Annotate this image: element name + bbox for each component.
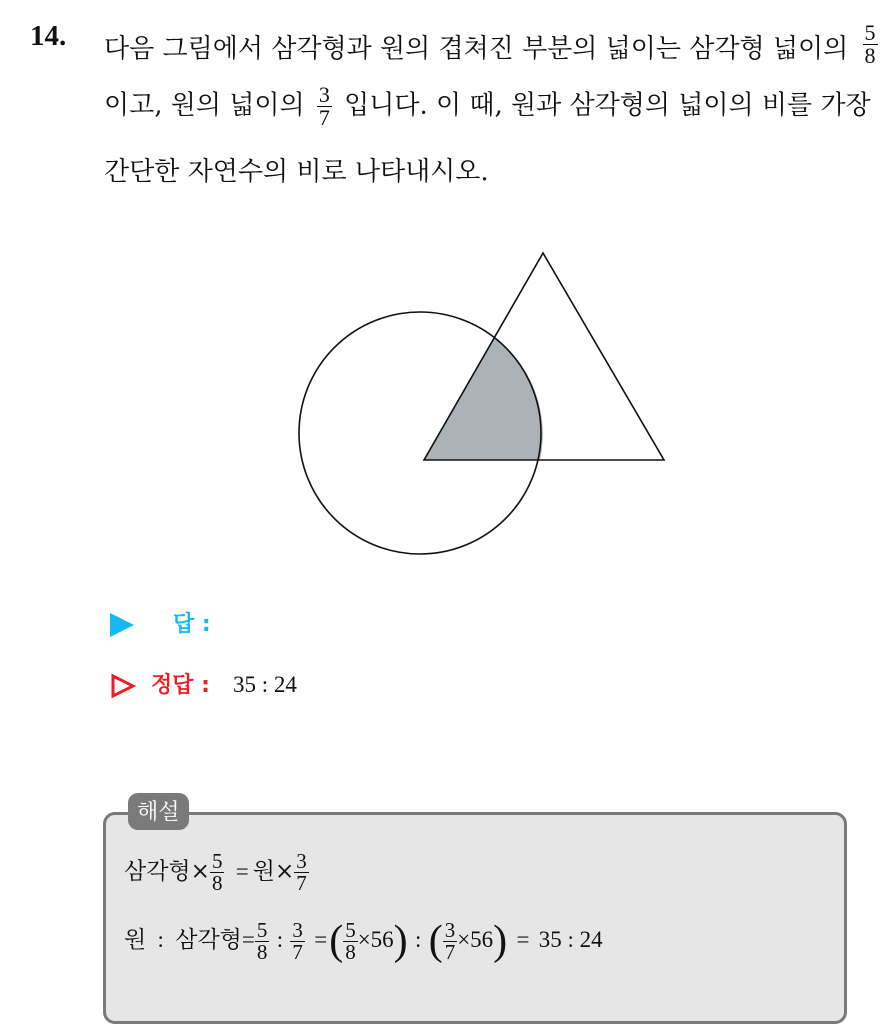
fraction-numerator: 3 <box>444 917 456 942</box>
fraction-denominator: 7 <box>444 939 456 964</box>
circle-word: 원 <box>252 858 275 885</box>
fraction-5-8 <box>255 917 270 964</box>
fraction-numerator: 3 <box>292 917 303 942</box>
fraction-numerator: 5 <box>345 917 356 942</box>
fraction-numerator: 5 <box>211 849 223 873</box>
triangle-word: 삼각형 <box>175 927 242 953</box>
solution-line-1 <box>124 851 309 894</box>
answer-label: 답 : <box>173 612 211 637</box>
times-sign: × <box>357 927 371 952</box>
equals-sign: = <box>235 858 249 884</box>
answer-row <box>110 607 211 638</box>
equals-sign: = <box>314 927 328 952</box>
correct-answer-row <box>110 668 297 699</box>
fraction-5-8 <box>210 851 225 894</box>
colon-sign: : <box>157 927 164 952</box>
factor-value: 56 <box>370 927 394 952</box>
times-sign: × <box>274 858 295 885</box>
result-value: 35 : 24 <box>538 927 603 952</box>
left-paren: ( <box>329 918 344 964</box>
play-arrow-icon <box>110 613 134 637</box>
fraction-3-7 <box>294 851 309 894</box>
triangle-word: 삼각형 <box>124 858 191 885</box>
colon-sign: : <box>276 927 284 952</box>
fraction-3-7 <box>443 917 458 964</box>
equals-sign: = <box>241 927 255 952</box>
right-paren: ) <box>493 918 508 964</box>
fraction-numerator: 5 <box>864 19 876 45</box>
right-paren: ) <box>393 918 408 964</box>
fraction-denominator: 7 <box>296 871 307 895</box>
correct-answer-label: 정답 : <box>151 673 210 698</box>
fraction-denominator: 8 <box>864 42 876 68</box>
question-line-3: 간단한 자연수의 비로 나타내시오. <box>104 157 489 187</box>
question-number: 14. <box>30 20 67 52</box>
equals-sign: = <box>516 927 530 952</box>
outline-arrow-icon <box>110 673 136 699</box>
question-text-2a: 이고, 원의 넓이의 <box>104 90 305 121</box>
correct-answer-value: 35 : 24 <box>232 672 297 697</box>
question-text-2b: 입니다. 이 때, 원과 삼각형의 넓이의 비를 가장 <box>344 90 871 121</box>
factor-value: 56 <box>470 927 494 952</box>
fraction-denominator: 7 <box>292 939 303 964</box>
fraction-denominator: 8 <box>345 939 356 964</box>
fraction-denominator: 7 <box>318 105 330 130</box>
solution-tag: 해설 <box>128 793 189 830</box>
fraction-denominator: 8 <box>256 939 268 964</box>
times-sign: × <box>457 927 471 952</box>
fraction-numerator: 3 <box>318 82 330 107</box>
left-paren: ( <box>428 918 443 964</box>
fraction-denominator: 8 <box>211 871 223 895</box>
fraction-numerator: 3 <box>296 849 307 873</box>
fraction-3-7 <box>290 917 305 964</box>
question-text-1: 다음 그림에서 삼각형과 원의 겹쳐진 부분의 넓이는 삼각형 넓이의 <box>104 34 849 64</box>
circle-word: 원 <box>124 927 147 953</box>
fraction-5-8 <box>343 917 358 964</box>
times-sign: × <box>190 858 210 885</box>
fraction-numerator: 5 <box>256 917 268 942</box>
solution-line-2 <box>124 917 603 965</box>
colon-sign: : <box>414 927 422 952</box>
